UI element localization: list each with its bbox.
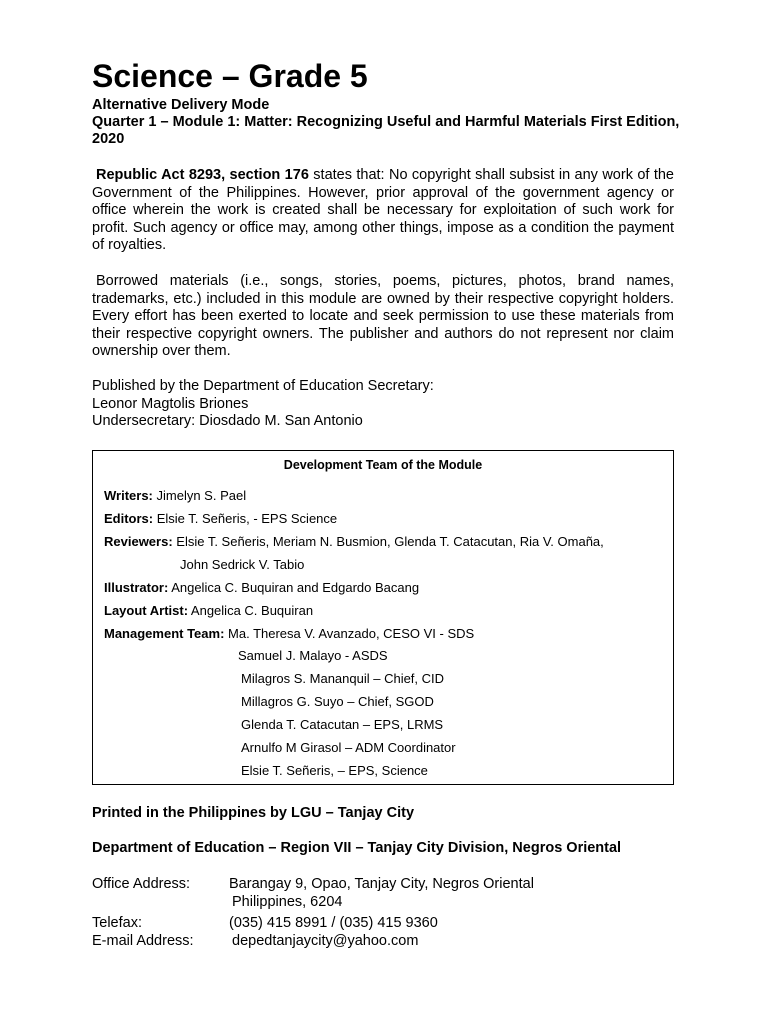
printed-by-line: Printed in the Philippines by LGU – Tanjay City <box>92 805 415 821</box>
layout-artist-row <box>104 603 313 619</box>
office-address-line1: Barangay 9, Opao, Tanjay City, Negros Oriental <box>229 876 534 892</box>
management-member: Arnulfo M Girasol – ADM Coordinator <box>241 740 456 755</box>
subtitle-delivery-mode: Alternative Delivery Mode <box>92 97 270 113</box>
editors-row <box>104 511 337 527</box>
illustrator-row <box>104 580 419 596</box>
layout-artist-label: Layout Artist: <box>104 603 189 618</box>
copyright-law-reference: Republic Act 8293, section 176 <box>96 167 309 183</box>
telefax-value: (035) 415 8991 / (035) 415 9360 <box>229 915 438 931</box>
illustrator-value: Angelica C. Buquiran and Edgardo Bacang <box>168 580 420 595</box>
telefax-label: Telefax: <box>92 915 142 931</box>
borrowed-materials-text: Borrowed materials (i.e., songs, stories, poems, pictures, photos, brand names, trademarks, etc.) included in this module are owned by their respective copyright holders. Every effort has been exerted to locate and seek permission to use these materials from their respective copyright owners. The publisher and authors do not represent nor claim ownership over them. <box>92 273 674 359</box>
writers-row <box>104 488 246 504</box>
borrowed-materials-paragraph <box>92 273 674 361</box>
reviewers-label: Reviewers: <box>104 534 173 549</box>
editors-label: Editors: <box>104 511 154 526</box>
copyright-paragraph <box>92 167 674 255</box>
office-address-label: Office Address: <box>92 876 191 892</box>
reviewers-value: Elsie T. Señeris, Meriam N. Busmion, Glenda T. Catacutan, Ria V. Omaña, <box>172 534 604 549</box>
publisher-block <box>92 378 692 431</box>
management-member: Elsie T. Señeris, – EPS, Science <box>241 763 428 778</box>
office-address-line2: Philippines, 6204 <box>232 894 343 910</box>
editors-value: Elsie T. Señeris, - EPS Science <box>153 511 338 526</box>
illustrator-label: Illustrator: <box>104 580 169 595</box>
publisher-line: Published by the Department of Education Secretary: <box>92 378 434 394</box>
subtitle-block <box>92 97 682 148</box>
document-title: Science – Grade 5 <box>92 58 368 94</box>
reviewers-continued: John Sedrick V. Tabio <box>180 557 305 572</box>
management-team-row <box>104 626 474 642</box>
copyright-text: states that: No copyright shall subsist in any work of the Government of the Philippines. However, prior approval of the government agency or office wherein the work is created shall be necessary for exploitation of such work for profit. Such agency or office may, among other things, impose as a condition the payment of royalties. <box>92 167 674 253</box>
deped-region-line: Department of Education – Region VII – Tanjay City Division, Negros Oriental <box>92 840 622 856</box>
writers-value: Jimelyn S. Pael <box>152 488 247 503</box>
secretary-name: Leonor Magtolis Briones <box>92 395 249 412</box>
email-value: depedtanjaycity@yahoo.com <box>232 933 419 949</box>
writers-label: Writers: <box>104 488 153 503</box>
management-member: Samuel J. Malayo - ASDS <box>238 648 388 663</box>
subtitle-module: Quarter 1 – Module 1: Matter: Recognizing Useful and Harmful Materials First Edition, 2020 <box>92 114 680 147</box>
undersecretary-line: Undersecretary: Diosdado M. San Antonio <box>92 413 363 429</box>
development-team-box <box>92 450 674 785</box>
layout-artist-value: Angelica C. Buquiran <box>188 603 314 618</box>
management-member: Glenda T. Catacutan – EPS, LRMS <box>241 717 444 732</box>
reviewers-row <box>104 534 604 550</box>
development-team-heading: Development Team of the Module <box>283 458 483 472</box>
management-team-label: Management Team: <box>104 626 225 641</box>
management-member: Milagros S. Mananquil – Chief, CID <box>241 671 445 686</box>
management-member: Millagros G. Suyo – Chief, SGOD <box>241 694 434 709</box>
management-team-value: Ma. Theresa V. Avanzado, CESO VI - SDS <box>224 626 475 641</box>
email-label: E-mail Address: <box>92 933 194 949</box>
